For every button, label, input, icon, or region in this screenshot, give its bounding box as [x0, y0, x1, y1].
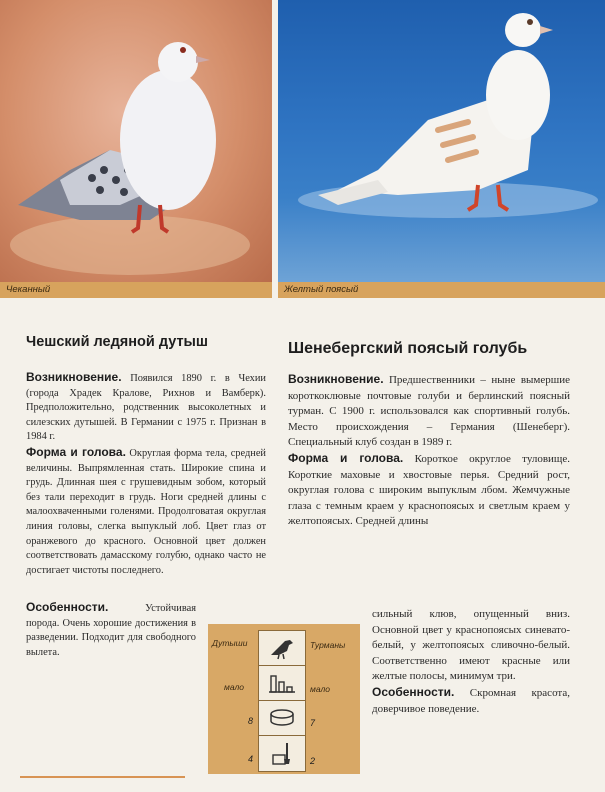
pigeon-illustration-left: [0, 0, 272, 282]
right-shape-paragraph: [288, 451, 570, 530]
comparison-left-food: 4: [248, 754, 254, 764]
photo-ice-pouter: [0, 0, 272, 282]
left-shape-paragraph: [26, 445, 266, 578]
caption-right: Желтый поясый: [278, 282, 605, 298]
left-features-lead: Особенности.: [26, 600, 109, 614]
pigeon-icon: [259, 631, 305, 666]
right-features-text: Скромная красота, доверчивое поведение.: [372, 686, 570, 715]
left-origin-text: Появился 1890 г. в Чехии (города Храдек Кралове, Рихнов и Вамберк). Предположительно, родственник высоколетных и силезских дутышей. В Германии с 1975 г. Признан в 1984 г.: [26, 373, 266, 443]
comparison-right-size: мало: [310, 684, 330, 694]
right-origin-paragraph: [288, 372, 570, 451]
comparison-box: [208, 624, 360, 774]
photo-schoeneberg-pigeon: [278, 0, 605, 282]
comparison-right-header: Турманы: [310, 640, 346, 650]
right-origin-lead: Возникновение.: [288, 372, 384, 386]
left-shape-lead: Форма и голова.: [26, 444, 126, 459]
left-features-paragraph: [26, 600, 196, 660]
right-article-title: Шенебергский поясый голубь: [288, 340, 528, 357]
left-origin-paragraph: [26, 370, 266, 445]
pigeon-illustration-right: [278, 0, 605, 282]
right-shape-lead: Форма и голова.: [288, 450, 404, 465]
left-origin-lead: Возникновение.: [26, 370, 122, 384]
comparison-left-size: мало: [224, 682, 244, 692]
comparison-left-ring: 8: [248, 716, 254, 726]
right-features-lead: Особенности.: [372, 684, 455, 699]
right-features-paragraph: [372, 685, 570, 717]
comparison-icon-column: [258, 630, 306, 772]
right-origin-text: Предшественники – ныне вымершие короткоклювые почтовые голуби и берлинский поясный турман. С 1900 г. использовался как спортивный голубь. Место происхождения – Германия (Шенеберг). Специальный клуб создан в 1989 г.: [288, 374, 570, 449]
comparison-right-food: 2: [310, 756, 316, 766]
left-features-text: Устойчивая порода. Очень хорошие достижения в разведении. Подходит для свободного вылета.: [26, 603, 196, 658]
comparison-right-ring: 7: [310, 718, 316, 728]
caption-left: Чеканный: [0, 282, 272, 298]
feeder-icon: [259, 736, 305, 771]
bar-chart-icon: [259, 666, 305, 701]
right-shape-text-a: Короткое округлое туловище. Короткие маховые и хвостовые перья. Средний рост, округлая голова с широким выпуклым лбом. Жемчужные глаза с темным краем у краснопоясых и светлым краем у желтопоясых. Средней длины: [288, 452, 571, 528]
leg-ring-icon: [259, 701, 305, 736]
left-article-body: [26, 370, 266, 578]
left-shape-text: Округлая форма тела, средней величины. Выпрямленная стать. Широкие спина и грудь. Длинная шея с грушевидным зобом, который без тали переходит в грудь. Ноги средней длины с малоохваченными голенями. Продолговатая округлая линия головы, слегка выпуклый лоб. Цвет глаз от оранжевого до красного. Основной цвет должен соответствовать дамасскому голубю, однако часто не достигает чистоты последнего.: [26, 447, 266, 576]
decorative-rule: [20, 776, 185, 778]
right-article-continuation: [372, 607, 570, 717]
right-article-body: [288, 372, 570, 530]
left-features-block: [26, 600, 196, 660]
right-shape-continuation: сильный клюв, опущенный вниз. Основной цвет у краснопоясых синевато-белый, у желтопоясых сливочно-белый. Соответственно имеют красные или желтые полосы, минимум три.: [372, 608, 570, 683]
comparison-left-header: Дутыши: [212, 638, 248, 648]
left-article-title: Чешский ледяной дутыш: [26, 334, 209, 350]
